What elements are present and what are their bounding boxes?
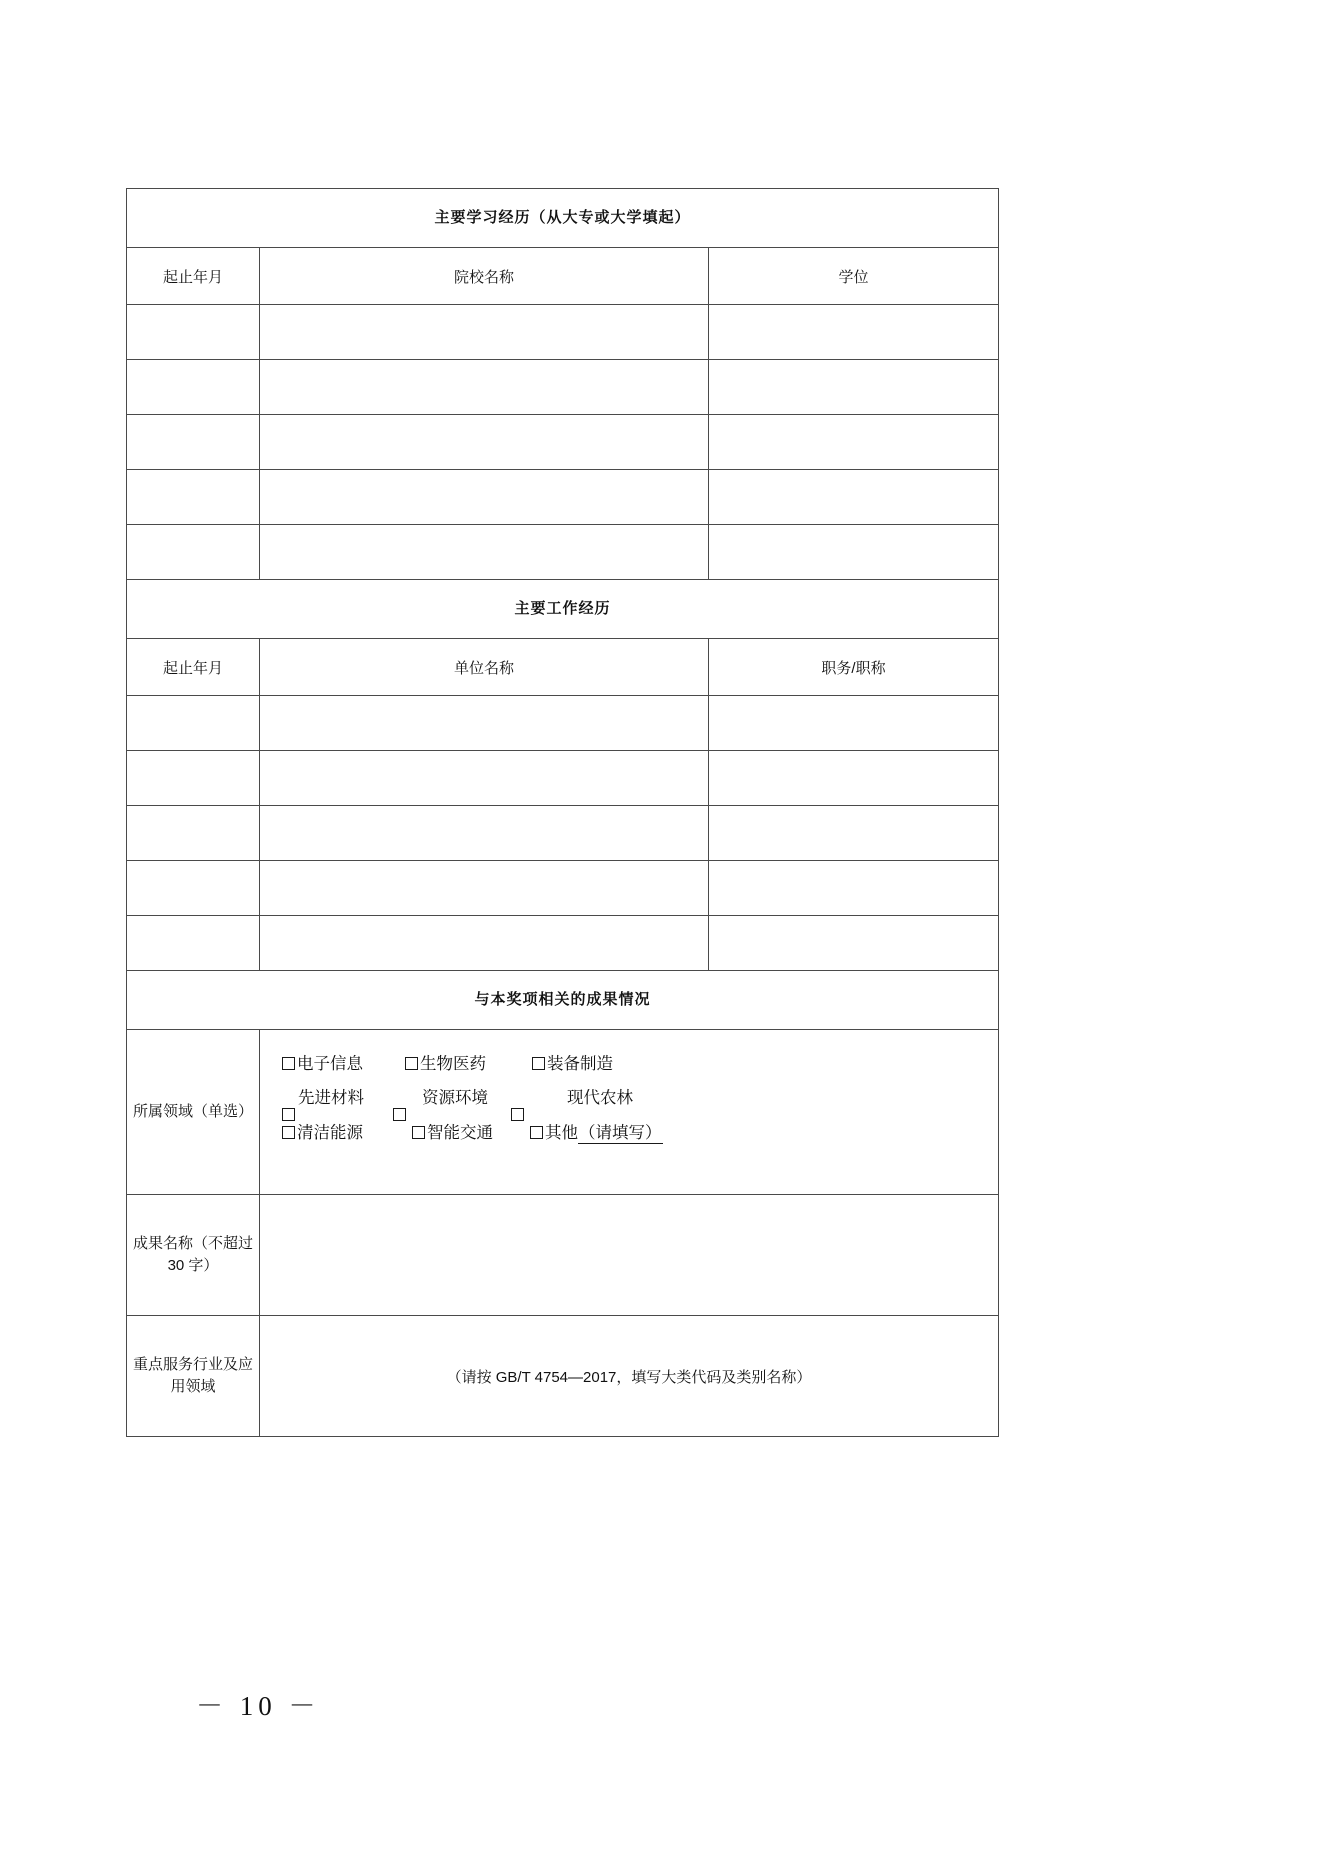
table-row [127, 470, 999, 525]
checkbox-icon[interactable] [412, 1126, 425, 1139]
cell-work-period-4[interactable] [127, 861, 260, 916]
table-row [127, 861, 999, 916]
checkbox-label: 电子信息 [297, 1055, 363, 1073]
column-header-work-period: 起止年月 [127, 639, 260, 696]
other-fill-in-hint[interactable]: （请填写） [579, 1124, 662, 1142]
cell-work-title-2[interactable] [709, 751, 999, 806]
table-row [127, 696, 999, 751]
checkbox-option-other[interactable] [530, 1125, 663, 1142]
checkbox-icon[interactable] [405, 1057, 418, 1070]
table-row [127, 525, 999, 580]
checkbox-icon[interactable] [530, 1126, 543, 1139]
table-row [127, 415, 999, 470]
field-label-achievement-name: 成果名称（不超过 30 字） [127, 1195, 260, 1316]
form-container [126, 188, 998, 1437]
column-header-work-title: 职务/职称 [709, 639, 999, 696]
page-number: － 10 － [196, 1691, 321, 1721]
domain-checkbox-group [260, 1030, 998, 1194]
cell-edu-period-2[interactable] [127, 360, 260, 415]
cell-work-title-5[interactable] [709, 916, 999, 971]
section-title-row-education [127, 189, 999, 248]
cell-edu-period-5[interactable] [127, 525, 260, 580]
column-header-edu-school: 院校名称 [260, 248, 709, 305]
column-header-work-employer: 单位名称 [260, 639, 709, 696]
section-title-education: 主要学习经历（从大专或大学填起） [127, 189, 999, 248]
column-header-row-education [127, 248, 999, 305]
checkbox-icon[interactable] [282, 1057, 295, 1070]
cell-edu-degree-3[interactable] [709, 415, 999, 470]
column-header-edu-degree: 学位 [709, 248, 999, 305]
cell-edu-school-2[interactable] [260, 360, 709, 415]
cell-work-period-3[interactable] [127, 806, 260, 861]
cell-work-employer-4[interactable] [260, 861, 709, 916]
table-row [127, 360, 999, 415]
table-row [127, 305, 999, 360]
cell-edu-school-5[interactable] [260, 525, 709, 580]
cell-edu-period-4[interactable] [127, 470, 260, 525]
field-row-domain [127, 1030, 999, 1195]
cell-edu-period-3[interactable] [127, 415, 260, 470]
checkbox-option-biomedicine[interactable] [405, 1056, 486, 1073]
cell-edu-school-3[interactable] [260, 415, 709, 470]
section-title-achievement: 与本奖项相关的成果情况 [127, 971, 999, 1030]
checkbox-option-equipment-manufacturing[interactable] [532, 1056, 613, 1073]
column-header-row-work [127, 639, 999, 696]
checkbox-label-resource-environment: 资源环境 [422, 1089, 488, 1107]
checkbox-option-electronic-information[interactable] [282, 1056, 363, 1073]
cell-work-title-4[interactable] [709, 861, 999, 916]
applicant-form-table [126, 188, 999, 1437]
section-title-row-work [127, 580, 999, 639]
checkbox-label: 生物医药 [420, 1055, 486, 1073]
checkbox-option-clean-energy[interactable] [282, 1125, 363, 1142]
field-value-key-industry[interactable] [260, 1316, 999, 1437]
cell-work-employer-2[interactable] [260, 751, 709, 806]
cell-edu-period-1[interactable] [127, 305, 260, 360]
checkbox-icon[interactable] [532, 1057, 545, 1070]
cell-work-title-3[interactable] [709, 806, 999, 861]
checkbox-icon-modern-agriculture-forestry[interactable] [511, 1108, 524, 1121]
field-value-domain[interactable] [260, 1030, 999, 1195]
checkbox-label-modern-agriculture-forestry: 现代农林 [567, 1089, 633, 1107]
section-title-work: 主要工作经历 [127, 580, 999, 639]
cell-work-employer-3[interactable] [260, 806, 709, 861]
checkbox-label: 其他 [545, 1124, 578, 1142]
cell-edu-degree-2[interactable] [709, 360, 999, 415]
cell-edu-degree-1[interactable] [709, 305, 999, 360]
cell-work-period-1[interactable] [127, 696, 260, 751]
checkbox-icon-advanced-materials[interactable] [282, 1108, 295, 1121]
column-header-edu-period: 起止年月 [127, 248, 260, 305]
table-row [127, 916, 999, 971]
section-title-row-achievement [127, 971, 999, 1030]
field-label-key-industry: 重点服务行业及应用领域 [127, 1316, 260, 1437]
cell-work-period-5[interactable] [127, 916, 260, 971]
checkbox-icon-resource-environment[interactable] [393, 1108, 406, 1121]
table-row [127, 751, 999, 806]
cell-edu-degree-4[interactable] [709, 470, 999, 525]
key-industry-hint: （请按 GB/T 4754—2017，填写大类代码及类别名称） [446, 1368, 812, 1386]
cell-work-period-2[interactable] [127, 751, 260, 806]
table-row [127, 806, 999, 861]
cell-work-title-1[interactable] [709, 696, 999, 751]
field-row-key-industry [127, 1316, 999, 1437]
checkbox-label-advanced-materials: 先进材料 [298, 1089, 364, 1107]
cell-work-employer-1[interactable] [260, 696, 709, 751]
checkbox-label: 装备制造 [547, 1055, 613, 1073]
field-value-achievement-name[interactable] [260, 1195, 999, 1316]
field-row-achievement-name [127, 1195, 999, 1316]
cell-work-employer-5[interactable] [260, 916, 709, 971]
field-label-domain: 所属领域（单选） [127, 1030, 260, 1195]
cell-edu-school-4[interactable] [260, 470, 709, 525]
cell-edu-degree-5[interactable] [709, 525, 999, 580]
checkbox-label: 智能交通 [427, 1124, 493, 1142]
checkbox-option-intelligent-transportation[interactable] [412, 1125, 493, 1142]
checkbox-label: 清洁能源 [297, 1124, 363, 1142]
cell-edu-school-1[interactable] [260, 305, 709, 360]
checkbox-icon[interactable] [282, 1126, 295, 1139]
